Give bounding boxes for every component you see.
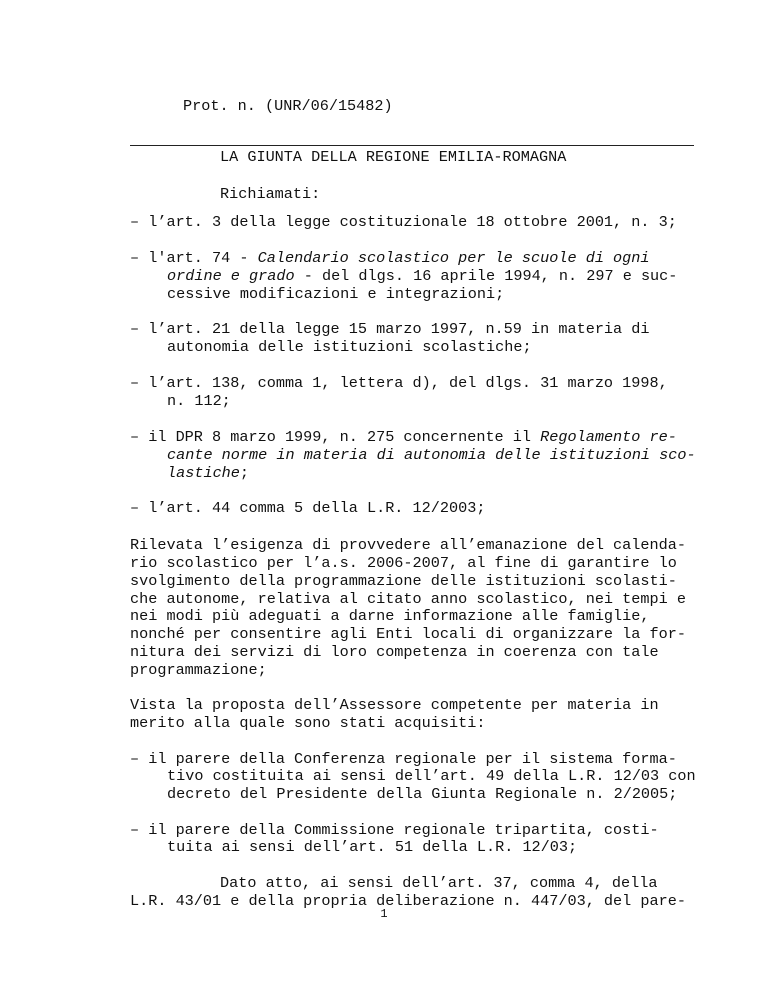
list-item-continuation: tuita ai sensi dell’art. 51 della L.R. 12/03; (167, 838, 578, 856)
list-item: – l'art. 74 - Calendario scolastico per le scuole di ogni (130, 249, 650, 267)
list-item-continuation: ordine e grado - del dlgs. 16 aprile 1994, n. 297 e suc- (167, 267, 678, 285)
protocol-number: Prot. n. (UNR/06/15482) (183, 97, 393, 115)
list-item-continuation: lastiche; (167, 464, 250, 482)
list-item-continuation: cessive modificazioni e integrazioni; (167, 285, 505, 303)
header-divider (130, 145, 694, 146)
paragraph-line: Dato atto, ai sensi dell’art. 37, comma 4, della (220, 874, 658, 892)
list-item: – l’art. 138, comma 1, lettera d), del dlgs. 31 marzo 1998, (130, 374, 668, 392)
list-item: – il parere della Conferenza regionale per il sistema forma- (130, 750, 677, 768)
list-item-continuation: cante norme in materia di autonomia delle istituzioni sco- (167, 446, 696, 464)
paragraph-line: rio scolastico per l’a.s. 2006-2007, al fine di garantire lo (130, 554, 677, 572)
list-item-continuation: n. 112; (167, 392, 231, 410)
richiamati-label: Richiamati: (220, 185, 321, 203)
document-title: LA GIUNTA DELLA REGIONE EMILIA-ROMAGNA (220, 148, 567, 166)
paragraph-line: L.R. 43/01 e della propria deliberazione n. 447/03, del pare- (130, 892, 686, 910)
paragraph-line: programmazione; (130, 661, 267, 679)
paragraph-line: svolgimento della programmazione delle istituzioni scolasti- (130, 572, 677, 590)
paragraph-line: merito alla quale sono stati acquisiti: (130, 714, 486, 732)
paragraph-line: nei modi più adeguati a darne informazione alle famiglie, (130, 607, 650, 625)
paragraph-line: che autonome, relativa al citato anno scolastico, nei tempi e (130, 590, 686, 608)
paragraph-line: nonché per consentire agli Enti locali di organizzare la for- (130, 625, 686, 643)
list-item-continuation: tivo costituita ai sensi dell’art. 49 della L.R. 12/03 con (167, 767, 696, 785)
list-item-continuation: decreto del Presidente della Giunta Regionale n. 2/2005; (167, 785, 678, 803)
list-item: – il DPR 8 marzo 1999, n. 275 concernente il Regolamento re- (130, 428, 677, 446)
paragraph-line: Vista la proposta dell’Assessore competente per materia in (130, 696, 659, 714)
page-number: 1 (380, 907, 388, 921)
list-item: – il parere della Commissione regionale tripartita, costi- (130, 821, 659, 839)
list-item: – l’art. 44 comma 5 della L.R. 12/2003; (130, 499, 486, 517)
list-item: – l’art. 3 della legge costituzionale 18 ottobre 2001, n. 3; (130, 213, 677, 231)
paragraph-line: Rilevata l’esigenza di provvedere all’emanazione del calenda- (130, 536, 686, 554)
list-item-continuation: autonomia delle istituzioni scolastiche; (167, 338, 532, 356)
paragraph-line: nitura dei servizi di loro competenza in coerenza con tale (130, 643, 659, 661)
list-item: – l’art. 21 della legge 15 marzo 1997, n.59 in materia di (130, 320, 650, 338)
